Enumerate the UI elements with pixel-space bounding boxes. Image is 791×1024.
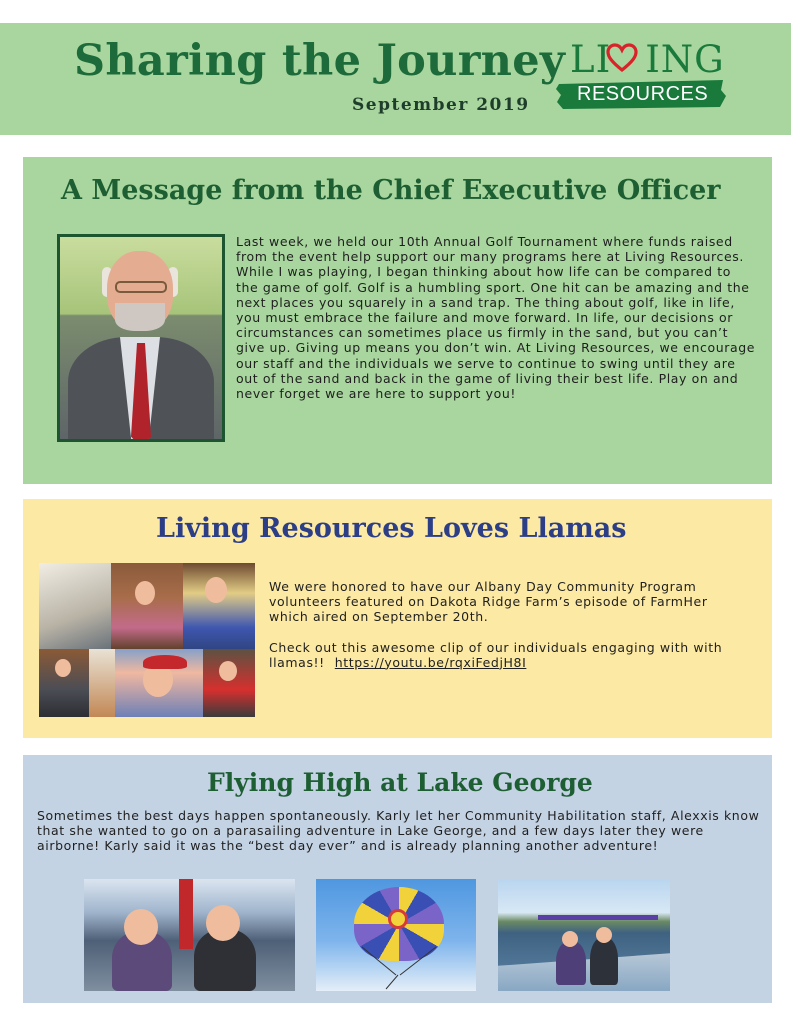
photo-harness-strap [179,879,193,949]
photo-face-right [206,905,240,941]
llama-section [23,499,772,738]
lake-george-section [23,755,772,1003]
collage-photo-barn [39,563,111,649]
rider-right [590,937,618,985]
rider-left [556,941,586,985]
ceo-portrait-photo [57,234,225,442]
photo-beard [115,303,165,331]
collage-face [219,661,237,681]
logo-word-left: LI [570,38,612,81]
photo-face-left [124,909,158,945]
lake-section-text: Sometimes the best days happen spontaneously. Karly let her Community Habilitation staff, Alexxis know that she wanted to go on a parasailing adventure in Lake George, and a few days later they were airborne! Karly said it was the “best day ever” and is already planning another adventure! [37,808,760,854]
collage-photo-woman [183,563,255,649]
ceo-message-text: Last week, we held our 10th Annual Golf Tournament where funds raised from the event help support our many programs here at Living Resources. While I was playing, I began thinking about how life can be compared to the game of golf. Golf is a humbling sport. One hit can be amazing and the next places you squarely in a sand trap. The thing about golf, like in life, you must embrace the failure and move forward. In life, our decisions or circumstances can sometimes place us firmly in the sand, but you can’t give up. Giving up means you don’t win. At Living Resources, we encourage our staff and the individuals we serve to continue to swing until they are out of the sand and back in the game of living their best life. Play on and never forget we are here to support you! [236,234,756,402]
parasail-selfie-photo [84,879,295,991]
llama-photo-collage [39,563,255,717]
newsletter-date: September 2019 [352,95,530,115]
llama-section-heading: Living Resources Loves Llamas [156,513,627,544]
parasail-canopy-photo [316,879,476,991]
llama-text [269,579,749,670]
llama-paragraph-1: We were honored to have our Albany Day Community Program volunteers featured on Dakota Ridge Farm’s episode of FarmHer which aired on September 20th. [269,579,708,625]
collage-photo-group [39,649,89,717]
youtube-link[interactable]: https://youtu.be/rqxiFedjH8I [334,654,527,670]
llama-paragraph-2 [269,640,749,670]
ceo-section-heading: A Message from the Chief Executive Officer [61,175,721,206]
logo-word-right: ING [645,38,725,81]
lake-section-heading: Flying High at Lake George [207,768,593,797]
parachute-lines [316,879,476,991]
living-resources-logo [555,38,730,114]
collage-face [205,577,227,603]
parasail-launch-photo [498,879,670,991]
collage-face [135,581,155,605]
ceo-message-section [23,157,772,484]
collage-red-cap [143,655,187,669]
rider-left-face [562,931,578,947]
rider-right-face [596,927,612,943]
parasail-bar [538,915,658,920]
collage-photo-llama [89,649,115,717]
photo-glasses [115,281,167,293]
collage-photo-girl [111,563,183,649]
newsletter-title: Sharing the Journey [74,36,566,86]
collage-photo-visitor [203,649,255,717]
llama-clip-text: Check out this awesome clip of our individuals engaging with with llamas!! [269,639,723,670]
logo-wordmark [570,38,725,81]
heart-icon [606,43,638,73]
collage-face [55,659,71,677]
logo-subtitle: RESOURCES [577,83,709,105]
